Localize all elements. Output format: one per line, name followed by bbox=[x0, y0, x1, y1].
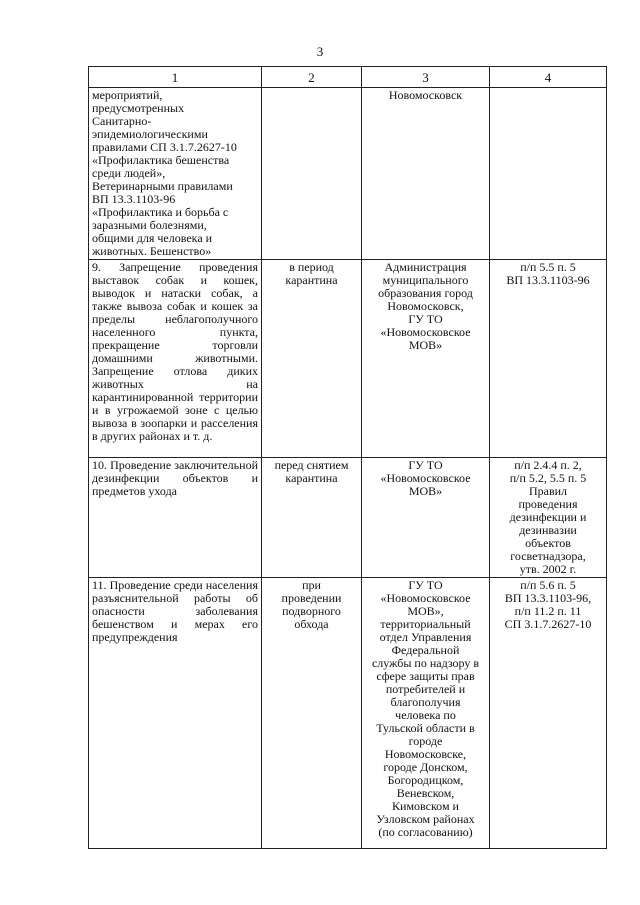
measure-cell: мероприятий, предусмотренных Санитарно- эпидемиологическими правилами СП 3.1.7.2627-10 «Профилактика бешенства среди людей», Ветеринарными правилами ВП 13.3.1103-96 «Профилактика и борьба с заразными болезнями, общими для человека и животных. Бешенство» bbox=[89, 88, 262, 260]
timing-cell bbox=[262, 88, 362, 260]
reference-cell: п/п 2.4.4 п. 2, п/п 5.2, 5.5 п. 5 Правил проведения дезинфекции и дезинвазии объектов госветнадзора, утв. 2002 г. bbox=[490, 458, 607, 578]
timing-cell: перед снятием карантина bbox=[262, 458, 362, 578]
header-cell-1: 1 bbox=[89, 67, 262, 88]
reference-cell: п/п 5.5 п. 5 ВП 13.3.1103-96 bbox=[490, 260, 607, 458]
table-row bbox=[89, 88, 607, 260]
measures-table bbox=[88, 66, 607, 849]
table-header-row bbox=[89, 67, 607, 88]
reference-cell: п/п 5.6 п. 5 ВП 13.3.1103-96, п/п 11.2 п. 11 СП 3.1.7.2627-10 bbox=[490, 578, 607, 849]
responsible-cell: ГУ ТО «Новомосковское МОВ» bbox=[362, 458, 490, 578]
measure-cell: 9. Запрещение проведения выставок собак и кошек, выводок и натаски собак, а также вывоза собак и кошек за пределы неблагополучного населенного пункта, прекращение торговли домашними животными. Запрещение отлова диких животных на карантинированной территории и в угрожаемой зоне с целью вывоза в зоопарки и расселения в других районах и т. д. bbox=[89, 260, 262, 458]
timing-cell: в период карантина bbox=[262, 260, 362, 458]
responsible-cell: Новомосковск bbox=[362, 88, 490, 260]
responsible-cell: ГУ ТО «Новомосковское МОВ», территориальный отдел Управления Федеральной службы по надзору в сфере защиты прав потребителей и благополучия человека по Тульской области в городе Новомосковске, городе Донском, Богородицком, Веневском, Кимовском и Узловском районах (по согласованию) bbox=[362, 578, 490, 849]
responsible-cell: Администрация муниципального образования город Новомосковск, ГУ ТО «Новомосковское МОВ» bbox=[362, 260, 490, 458]
measure-cell: 10. Проведение заключительной дезинфекции объектов и предметов ухода bbox=[89, 458, 262, 578]
header-cell-3: 3 bbox=[362, 67, 490, 88]
timing-cell: при проведении подворного обхода bbox=[262, 578, 362, 849]
reference-cell bbox=[490, 88, 607, 260]
table-row bbox=[89, 260, 607, 458]
measure-cell: 11. Проведение среди населения разъяснительной работы об опасности заболевания бешенством и мерах его предупреждения bbox=[89, 578, 262, 849]
header-cell-2: 2 bbox=[262, 67, 362, 88]
table-row bbox=[89, 458, 607, 578]
page-number: 3 bbox=[316, 44, 324, 59]
header-cell-4: 4 bbox=[490, 67, 607, 88]
table-row bbox=[89, 578, 607, 849]
